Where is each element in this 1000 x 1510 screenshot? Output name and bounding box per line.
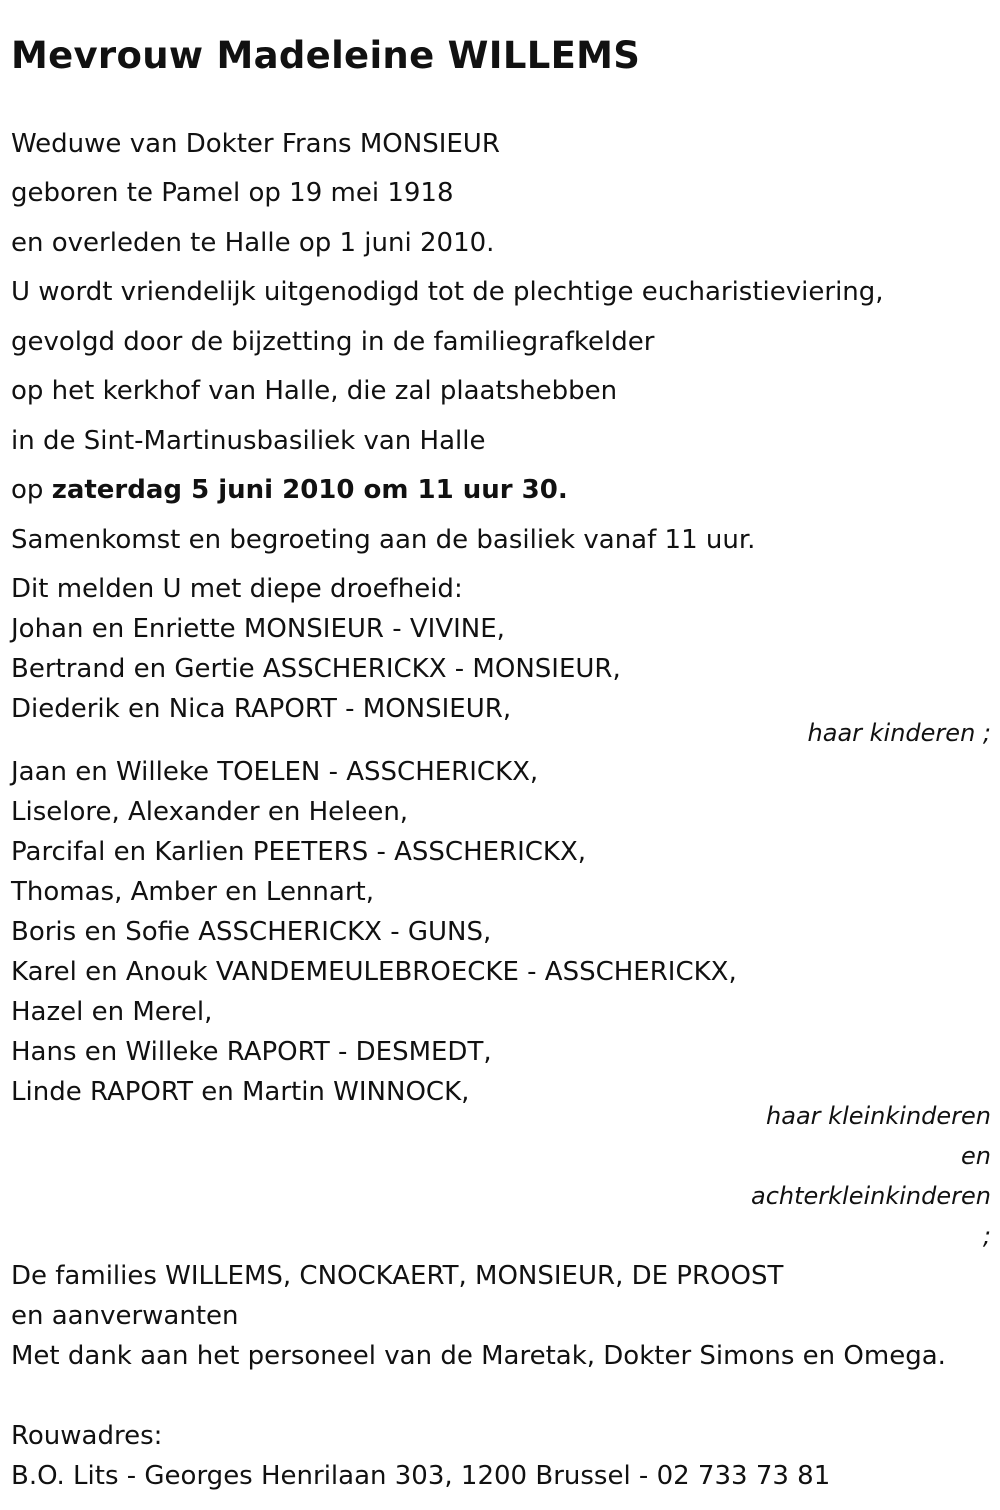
obituary-page: [11, 0, 991, 1510]
grandchildren-label-line: en: [961, 1142, 991, 1170]
child-entry: Johan en Enriette MONSIEUR - VIVINE,: [11, 614, 505, 644]
children-label: haar kinderen ;: [807, 719, 991, 747]
grandchild-entry: Liselore, Alexander en Heleen,: [11, 797, 409, 827]
service-prefix: op: [11, 475, 52, 505]
service-datetime: zaterdag 5 juni 2010 om 11 uur 30.: [51, 475, 568, 505]
grandchild-entry: Hans en Willeke RAPORT - DESMEDT,: [11, 1037, 492, 1067]
grandchild-entry: Thomas, Amber en Lennart,: [11, 877, 374, 907]
announce-line: Dit melden U met diepe droefheid:: [11, 574, 463, 604]
page-title: Mevrouw Madeleine WILLEMS: [11, 34, 641, 77]
grandchildren-list: [11, 752, 737, 1112]
address-line: B.O. Lits - Georges Henrilaan 303, 1200 Brussel - 02 733 73 81: [11, 1461, 831, 1491]
grandchildren-label-line: achterkleinkinderen: [751, 1182, 991, 1210]
grandchildren-label-line: haar kleinkinderen: [766, 1102, 991, 1130]
intro-line-widow: Weduwe van Dokter Frans MONSIEUR: [11, 129, 500, 159]
intro-line-invitation: U wordt vriendelijk uitgenodigd tot de plechtige eucharistieviering,: [11, 277, 884, 307]
intro-line-died: en overleden te Halle op 1 juni 2010.: [11, 228, 495, 258]
intro-line-burial: gevolgd door de bijzetting in de familiegrafkelder: [11, 327, 655, 357]
child-entry: Diederik en Nica RAPORT - MONSIEUR,: [11, 694, 512, 724]
service-date-line: [11, 474, 568, 506]
families-block: [11, 1256, 946, 1376]
grandchildren-label-line: ;: [982, 1222, 991, 1250]
grandchild-entry: Boris en Sofie ASSCHERICKX - GUNS,: [11, 917, 492, 947]
child-entry: Bertrand en Gertie ASSCHERICKX - MONSIEUR,: [11, 654, 621, 684]
gathering-line: Samenkomst en begroeting aan de basiliek vanaf 11 uur.: [11, 525, 756, 555]
thanks-line: Met dank aan het personeel van de Maretak, Dokter Simons en Omega.: [11, 1341, 946, 1371]
children-list: [11, 569, 621, 729]
grandchild-entry: Hazel en Merel,: [11, 997, 213, 1027]
address-label: Rouwadres:: [11, 1421, 163, 1451]
families-line: en aanverwanten: [11, 1301, 239, 1331]
intro-line-church: in de Sint-Martinusbasiliek van Halle: [11, 426, 486, 456]
intro-line-born: geboren te Pamel op 19 mei 1918: [11, 178, 454, 208]
grandchild-entry: Linde RAPORT en Martin WINNOCK,: [11, 1077, 470, 1107]
grandchild-entry: Karel en Anouk VANDEMEULEBROECKE - ASSCHERICKX,: [11, 957, 737, 987]
intro-line-cemetery: op het kerkhof van Halle, die zal plaatshebben: [11, 376, 618, 406]
grandchild-entry: Jaan en Willeke TOELEN - ASSCHERICKX,: [11, 757, 539, 787]
families-line: De families WILLEMS, CNOCKAERT, MONSIEUR, DE PROOST: [11, 1261, 784, 1291]
grandchild-entry: Parcifal en Karlien PEETERS - ASSCHERICKX,: [11, 837, 587, 867]
